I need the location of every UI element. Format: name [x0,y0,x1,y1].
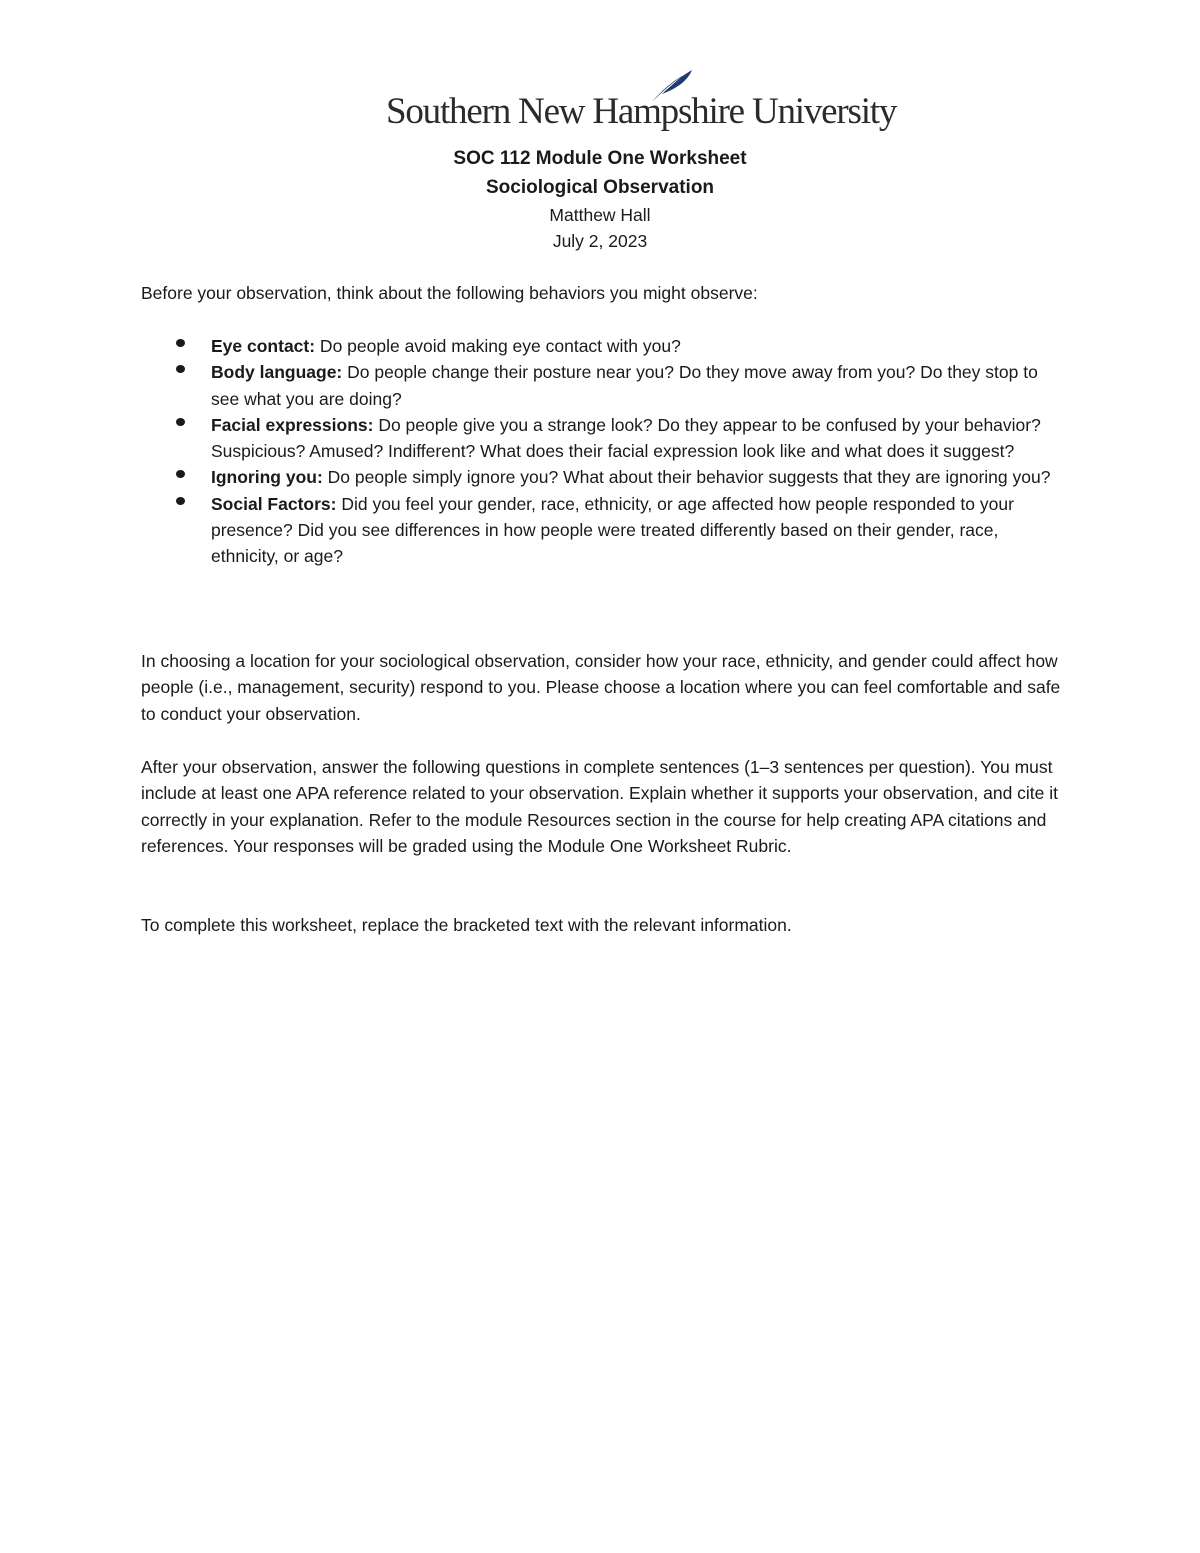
list-item [141,359,1061,412]
completion-paragraph: To complete this worksheet, replace the bracketed text with the relevant information. [141,915,792,935]
behavior-term: Facial expressions: [211,414,374,435]
list-item [141,491,1061,570]
behavior-term: Social Factors: [211,493,337,514]
bullet-icon [176,365,185,373]
bullet-icon [176,418,185,426]
behavior-description: Do people simply ignore you? What about their behavior suggests that they are ignoring you? [322,467,1051,488]
author-name: Matthew Hall [549,205,651,225]
bullet-icon [176,497,185,505]
behavior-term: Ignoring you: [211,467,323,488]
list-item [141,412,1061,465]
list-item [141,464,1061,490]
behavior-description: Do people change their posture near you? Do they move away from you? Do they stop to see what you are doing? [211,362,1038,409]
behavior-term: Eye contact: [211,336,316,356]
behavior-list [141,333,1061,570]
bullet-icon [176,339,185,347]
university-logo [386,68,897,138]
document-title: SOC 112 Module One Worksheet [453,148,747,169]
behavior-description: Did you feel your gender, race, ethnicity, or age affected how people responded to your presence? Did you see differences in how people were treated differently based on their gender, race, ethnicity, or age? [211,493,1014,567]
intro-paragraph: Before your observation, think about the following behaviors you might observe: [141,283,758,303]
document-date: July 2, 2023 [552,231,648,251]
behavior-term: Body language: [211,362,343,383]
bullet-icon [176,470,185,478]
list-item [141,333,1061,359]
document-subtitle: Sociological Observation [485,177,715,198]
instructions-paragraph: After your observation, answer the following questions in complete sentences (1–3 sentences per question). You must include at least one APA reference related to your observation. Explain whether it supports your observation, and cite it correctly in your explanation. Refer to the module Resources section in the course for help creating APA citations and references. Your responses will be graded using the Module One Worksheet Rubric. [141,757,1059,856]
logo-wordmark: Southern New Hampshire University [386,91,897,132]
location-paragraph: In choosing a location for your sociological observation, consider how your race, ethnicity, and gender could affect how people (i.e., management, security) respond to you. Please choose a location where you can feel comfortable and safe to conduct your observation. [141,651,1061,724]
behavior-description: Do people give you a strange look? Do they appear to be confused by your behavior? Suspicious? Amused? Indifferent? What does their facial expression look like and what does it suggest? [211,414,1041,462]
document-header [0,144,1200,254]
behavior-description: Do people avoid making eye contact with you? [315,336,681,356]
